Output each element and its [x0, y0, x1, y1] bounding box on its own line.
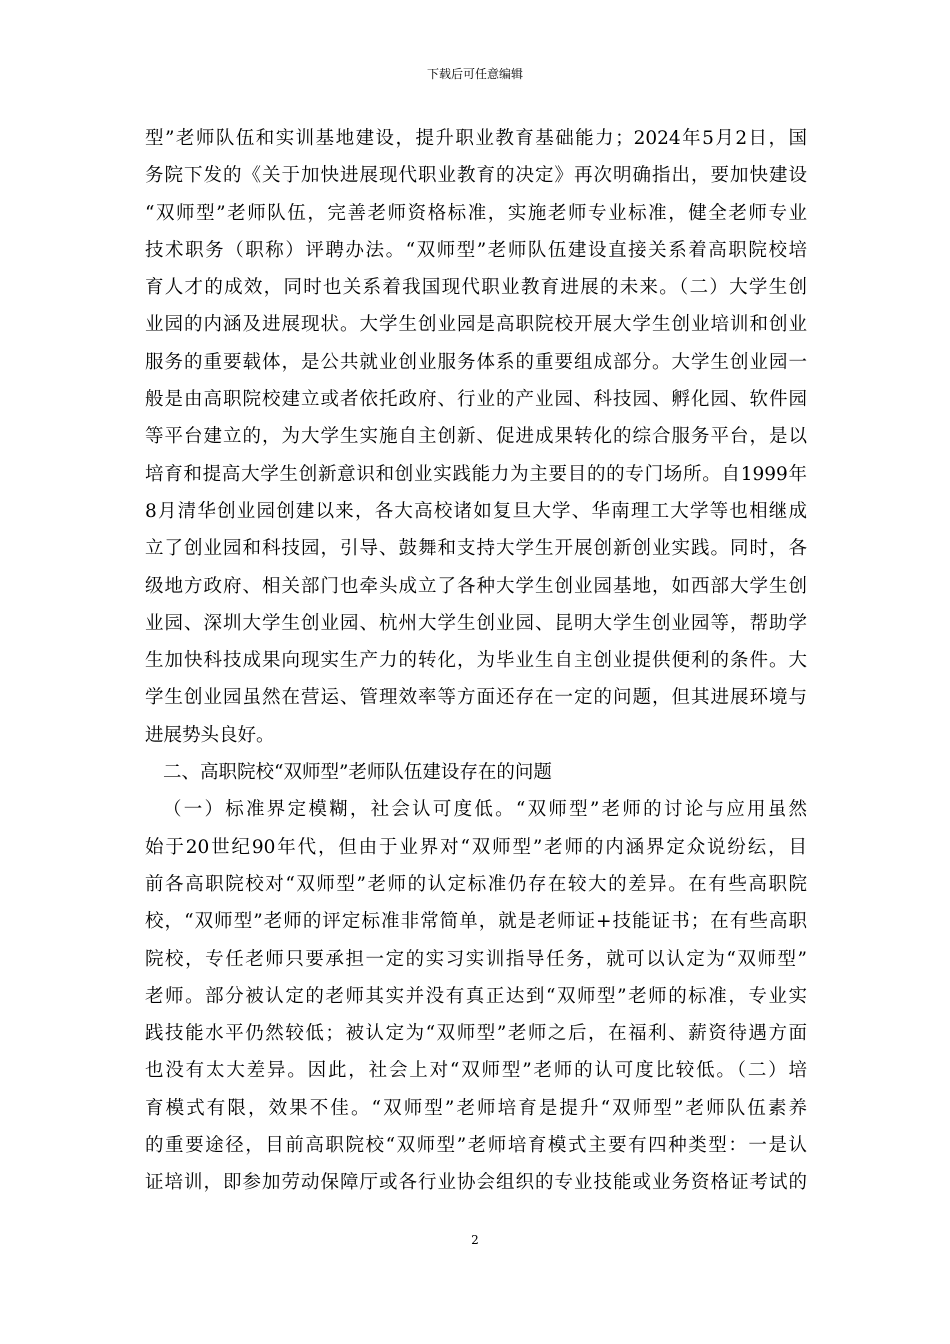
body-line: 级地方政府、相关部门也牵头成立了各种大学生创业园基地，如西部大学生创 — [145, 575, 807, 597]
body-line: 务院下发的《关于加快进展现代职业教育的决定》再次明确指出，要加快建设 — [145, 165, 807, 187]
body-line: 也没有太大差异。因此，社会上对“双师型”老师的认可度比较低。（二）培 — [145, 1060, 807, 1082]
body-line: 践技能水平仍然较低；被认定为“双师型”老师之后，在福利、薪资待遇方面 — [145, 1023, 807, 1045]
body-line: 型”老师队伍和实训基地建设，提升职业教育基础能力；2024年5月2日，国 — [145, 128, 807, 149]
body-line: 始于20世纪90年代，但由于业界对“双师型”老师的内涵界定众说纷纭，目 — [145, 836, 807, 858]
body-line: “双师型”老师队伍，完善老师资格标准，实施老师专业标准，健全老师专业 — [145, 202, 807, 224]
body-line: 般是由高职院校建立或者依托政府、行业的产业园、科技园、孵化园、软件园 — [145, 389, 807, 411]
body-line: 育模式有限，效果不佳。“双师型”老师培育是提升“双师型”老师队伍素养 — [145, 1097, 807, 1119]
body-line: 老师。部分被认定的老师其实并没有真正达到“双师型”老师的标准，专业实 — [145, 985, 807, 1007]
body-line: 业园的内涵及进展现状。大学生创业园是高职院校开展大学生创业培训和创业 — [145, 314, 807, 336]
body-line: 证培训，即参加劳动保障厅或各行业协会组织的专业技能或业务资格证考试的 — [145, 1172, 807, 1194]
body-line: 学生创业园虽然在营运、管理效率等方面还存在一定的问题，但其进展环境与 — [145, 687, 807, 709]
page-header: 下载后可任意编辑 — [426, 67, 523, 81]
body-line: 进展势头良好。 — [145, 724, 275, 746]
body-line: 的重要途径，目前高职院校“双师型”老师培育模式主要有四种类型：一是认 — [145, 1135, 807, 1157]
body-line: 校，“双师型”老师的评定标准非常简单，就是老师证+技能证书；在有些高职 — [145, 911, 807, 933]
body-line: 育人才的成效，同时也关系着我国现代职业教育进展的未来。（二）大学生创 — [145, 277, 807, 299]
body-line: 8月清华创业园创建以来，各大高校诸如复旦大学、华南理工大学等也相继成 — [145, 500, 807, 522]
body-line: 技术职务（职称）评聘办法。“双师型”老师队伍建设直接关系着高职院校培 — [145, 239, 807, 261]
body-line: 培育和提高大学生创新意识和创业实践能力为主要目的的专门场所。自1999年 — [145, 463, 807, 485]
body-line: 生加快科技成果向现实生产力的转化，为毕业生自主创业提供便利的条件。大 — [145, 650, 807, 672]
body-line: 立了创业园和科技园，引导、鼓舞和支持大学生开展创新创业实践。同时，各 — [145, 538, 807, 560]
document-body — [145, 120, 807, 1202]
body-line: 等平台建立的，为大学生实施自主创新、促进成果转化的综合服务平台，是以 — [145, 426, 807, 448]
body-line: 服务的重要载体，是公共就业创业服务体系的重要组成部分。大学生创业园一 — [145, 351, 807, 373]
body-line: 院校，专任老师只要承担一定的实习实训指导任务，就可以认定为“双师型” — [145, 948, 807, 970]
body-line: （一）标准界定模糊，社会认可度低。“双师型”老师的讨论与应用虽然 — [163, 799, 807, 821]
section-heading: 二、高职院校“双师型”老师队伍建设存在的问题 — [163, 762, 552, 784]
page-number: 2 — [471, 1233, 479, 1247]
body-line: 业园、深圳大学生创业园、杭州大学生创业园、昆明大学生创业园等，帮助学 — [145, 612, 807, 634]
body-line: 前各高职院校对“双师型”老师的认定标准仍存在较大的差异。在有些高职院 — [145, 873, 807, 895]
